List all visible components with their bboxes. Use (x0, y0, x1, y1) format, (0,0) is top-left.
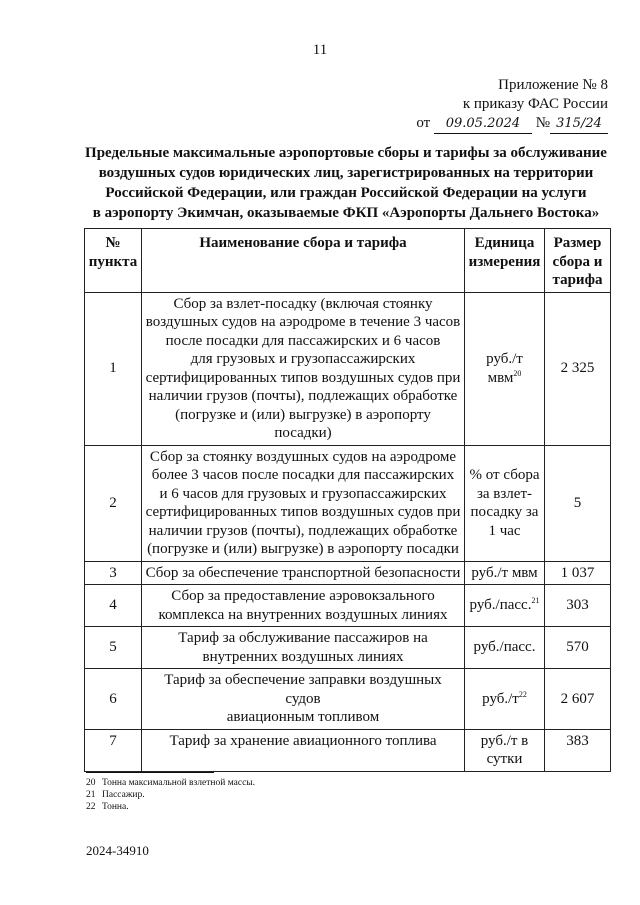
footnote-number: 20 (86, 778, 96, 788)
row-name (142, 669, 465, 730)
page-number: 11 (312, 42, 328, 58)
document-title: Предельные максимальные аэропортовые сборы и тарифы за обслуживание воздушных судов юридических лиц, зарегистрированных на территории Российской Федерации, или граждан Российской Федерации на услуги в аэропорту Экимчан, оказываемые ФКП «Аэропорты Дальнего Востока» (85, 145, 607, 221)
row-number (85, 729, 142, 771)
row-number (85, 445, 142, 561)
row-number-text: 4 (109, 597, 117, 614)
tariff-table (84, 228, 611, 772)
row-name-text: Тариф за обслуживание пассажиров на внутренних воздушных линиях (178, 630, 428, 665)
table-row (85, 561, 611, 585)
row-unit (465, 585, 545, 627)
row-number-text: 1 (109, 360, 117, 377)
row-unit-text: руб./т в сутки (480, 732, 529, 767)
appendix-line2: к приказу ФАС России (462, 96, 608, 112)
footnote-ref: 22 (518, 689, 527, 699)
row-unit (465, 669, 545, 730)
row-unit-text: руб./пасс. (469, 597, 532, 614)
row-number (85, 292, 142, 445)
row-value-text: 2 325 (560, 360, 595, 377)
table-row (85, 669, 611, 730)
row-unit-text: руб./т (482, 690, 519, 707)
table-row (85, 585, 611, 627)
row-unit (465, 729, 545, 771)
table-row (85, 729, 611, 771)
number-prefix: № (535, 115, 550, 131)
table-header-row (85, 229, 611, 293)
row-number-text: 6 (109, 690, 117, 707)
footnote-text: Тонна максимальной взлетной массы. (102, 778, 256, 788)
row-name-text: Тариф за хранение авиационного топлива (169, 732, 437, 749)
row-unit-text: руб./т мвм (471, 564, 538, 581)
row-number-text: 5 (109, 639, 117, 656)
footnote-number: 21 (86, 790, 96, 800)
row-name (142, 585, 465, 627)
row-value (545, 445, 611, 561)
footnote-separator (86, 772, 214, 773)
row-value (545, 729, 611, 771)
footnote-ref: 21 (531, 596, 540, 606)
appendix-header (380, 76, 608, 134)
row-unit-text: % от сбора за взлет- посадку за 1 час (469, 467, 540, 539)
row-name-text: Тариф за обеспечение заправки воздушных судов авиационным топливом (164, 672, 442, 725)
footnote (86, 789, 255, 801)
document-registration-number: 2024-34910 (86, 843, 149, 858)
row-value (545, 627, 611, 669)
row-unit (465, 627, 545, 669)
row-name (142, 627, 465, 669)
row-name-text: Сбор за стоянку воздушных судов на аэродроме более 3 часов после посадки для пассажирских и 6 часов для грузовых и грузопассажирских сертифицированных типов воздушных судов при наличии грузов (почты), подлежащих обработке (погрузке и (или) выгрузке) в аэропорту посадки (145, 448, 461, 557)
footnote (86, 777, 255, 789)
row-name-text: Сбор за предоставление аэровокзального комплекса на внутренних воздушных линиях (158, 588, 448, 623)
row-value (545, 585, 611, 627)
row-number (85, 669, 142, 730)
footnote-text: Тонна. (102, 802, 129, 812)
header-unit: Единица измерения (465, 229, 545, 293)
footnote-number: 22 (86, 802, 96, 812)
row-value-text: 2 607 (560, 690, 595, 707)
order-reference (380, 114, 608, 134)
footnotes (86, 777, 255, 813)
row-name (142, 292, 465, 445)
header-number: № пункта (85, 229, 142, 293)
row-name-text: Сбор за обеспечение транспортной безопасности (145, 564, 461, 581)
table-row (85, 445, 611, 561)
footnote-ref: 20 (513, 368, 522, 378)
row-number-text: 3 (109, 564, 117, 581)
row-number-text: 2 (109, 494, 117, 511)
footnote-text: Пассажир. (102, 790, 145, 800)
row-value (545, 561, 611, 585)
row-number-text: 7 (109, 732, 117, 749)
order-date: 09.05.2024 (434, 114, 532, 134)
footnote (86, 801, 255, 813)
row-value (545, 292, 611, 445)
row-unit (465, 292, 545, 445)
row-value-text: 383 (566, 732, 589, 749)
header-name: Наименование сбора и тарифа (142, 229, 465, 293)
row-unit-text: руб./т мвм (486, 351, 523, 386)
row-number (85, 627, 142, 669)
row-unit (465, 561, 545, 585)
table-row (85, 292, 611, 445)
table-row (85, 627, 611, 669)
row-value-text: 5 (573, 494, 582, 511)
row-number (85, 585, 142, 627)
row-unit-text: руб./пасс. (473, 639, 536, 656)
row-value-text: 303 (566, 597, 589, 614)
appendix-line1: Приложение № 8 (498, 77, 608, 93)
row-number (85, 561, 142, 585)
row-name (142, 561, 465, 585)
row-name (142, 445, 465, 561)
row-unit (465, 445, 545, 561)
header-value: Размер сбора и тарифа (545, 229, 611, 293)
row-value-text: 1 037 (560, 564, 595, 581)
row-value (545, 669, 611, 730)
row-name (142, 729, 465, 771)
row-value-text: 570 (566, 639, 589, 656)
order-number: 315/24 (550, 114, 608, 134)
row-name-text: Сбор за взлет-посадку (включая стоянку воздушных судов на аэродроме в течение 3 часов после посадки для пассажирских и 6 часов для грузовых и грузопассажирских сертифицированных типов воздушных судов при наличии грузов (почты), подлежащих обработке (погрузке и (или) выгрузке) в аэропорту посадки) (145, 295, 461, 441)
date-prefix: от (416, 115, 431, 131)
